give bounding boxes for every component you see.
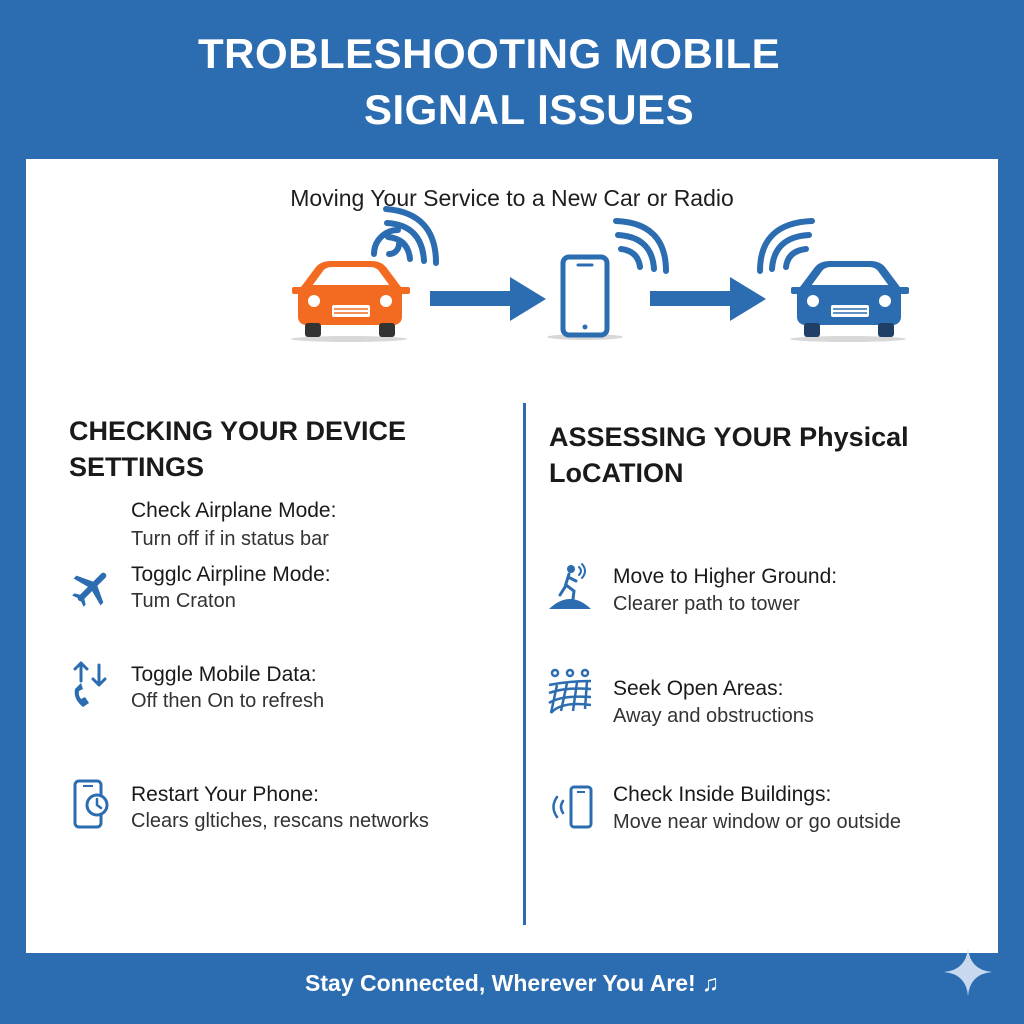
item-description: Turn off if in status bar bbox=[131, 528, 329, 550]
item-description: Off then On to refresh bbox=[131, 690, 325, 712]
car-orange-icon bbox=[291, 261, 410, 342]
item-description: Clears gltiches, rescans networks bbox=[131, 810, 429, 832]
item-heading: Check Inside Buildings: bbox=[613, 783, 832, 806]
page-title-line-1: TROBLESHOOTING MOBILE bbox=[198, 30, 781, 77]
physical-location-title: ASSESSING YOUR Physical LoCATION bbox=[549, 422, 909, 488]
flow-subtitle: Moving Your Service to a New Car or Radio bbox=[290, 185, 734, 211]
item-description: Clearer path to tower bbox=[613, 593, 800, 615]
signal-waves-icon bbox=[760, 221, 812, 271]
phone-data-arrows-icon bbox=[69, 659, 115, 711]
smartphone-icon bbox=[547, 257, 623, 340]
item-heading: Check Airplane Mode: bbox=[131, 499, 337, 522]
signal-waves-icon bbox=[616, 221, 666, 271]
item-description: Away and obstructions bbox=[613, 705, 814, 727]
arrow-right-icon bbox=[430, 277, 546, 321]
person-hill-icon bbox=[547, 561, 593, 613]
item-description: Tum Craton bbox=[131, 590, 236, 612]
item-heading: Togglc Airpline Mode: bbox=[131, 563, 331, 586]
item-heading: Move to Higher Ground: bbox=[613, 565, 838, 588]
open-field-icon bbox=[547, 667, 593, 719]
content-card bbox=[26, 159, 998, 953]
footer-text: Stay Connected, Wherever You Are! bbox=[305, 970, 696, 996]
column-divider bbox=[523, 403, 526, 925]
footer-tagline bbox=[0, 970, 1024, 997]
airplane-icon bbox=[69, 561, 115, 613]
phone-restart-icon bbox=[69, 779, 115, 831]
device-settings-title: CHECKING YOUR DEVICE SETTINGS bbox=[69, 416, 407, 482]
signal-waves-icon bbox=[374, 209, 436, 263]
transfer-flow-diagram bbox=[26, 159, 998, 379]
item-heading: Restart Your Phone: bbox=[131, 783, 319, 806]
car-blue-icon bbox=[790, 261, 909, 342]
arrow-right-icon bbox=[650, 277, 766, 321]
item-description: Move near window or go outside bbox=[613, 811, 901, 833]
item-heading: Seek Open Areas: bbox=[613, 677, 784, 700]
item-heading: Toggle Mobile Data: bbox=[131, 663, 317, 686]
sparkle-icon bbox=[940, 944, 996, 1000]
music-note-icon: ♫ bbox=[701, 970, 719, 996]
phone-signal-icon bbox=[547, 783, 593, 835]
page-title-line-2: SIGNAL ISSUES bbox=[364, 86, 695, 133]
